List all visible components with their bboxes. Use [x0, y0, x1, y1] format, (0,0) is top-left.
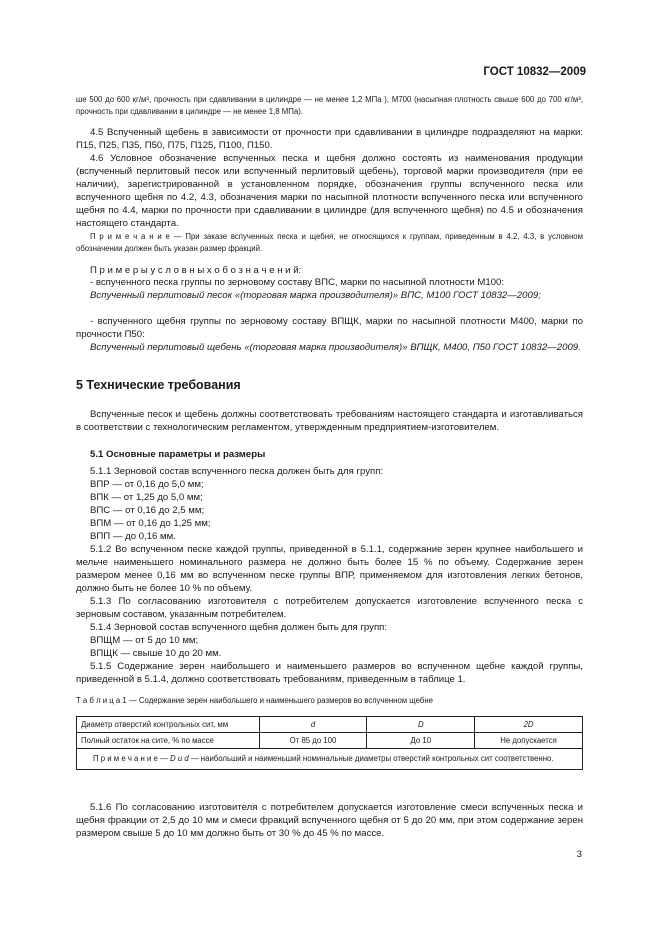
- table-header-cell: D: [367, 717, 475, 733]
- table-1-caption: [76, 695, 583, 707]
- table-header-cell: d: [259, 717, 367, 733]
- paragraph-5-1-6: 5.1.6 По согласованию изготовителя с потребителем допускается изготовление смеси вспученных песка и щебня фракции от 2,5 до 10 мм и смеси фракций вспученного щебня от 5 до 20 мм, при этом содержание зерен размером свыше 5 до 10 мм должно быть от 30 % до 45 % по массе.: [76, 802, 583, 839]
- table-1: [76, 716, 583, 770]
- example-sand-intro: - вспученного песка группы по зерновому составу ВПС, марки по насыпной плотности М100:: [90, 277, 505, 288]
- sand-group-vpk: ВПК — от 1,25 до 5,0 мм;: [90, 492, 203, 503]
- page-number: 3: [576, 849, 582, 860]
- paragraph-5-1-1: 5.1.1 Зерновой состав вспученного песка должен быть для групп:: [90, 466, 384, 477]
- table-note-vars: D и d: [170, 753, 189, 763]
- paragraph-4-5: 4.5 Вспученный щебень в зависимости от прочности при сдавливании в цилиндре подразделяют на марки: П15, П25, П35, П50, П75, П125, П100, П150.: [76, 127, 583, 151]
- sand-group-vps: ВПС — от 0,16 до 2,5 мм;: [90, 505, 205, 516]
- example-sand: Вспученный перлитовый песок «(торговая марка производителя)» ВПС, М100 ГОСТ 10832—2009;: [90, 290, 541, 301]
- note-label: П р и м е ч а н и е: [90, 232, 170, 241]
- examples-heading: П р и м е р ы у с л о в н ы х о б о з н а ч е н и й:: [90, 265, 302, 276]
- gravel-group-vpshchk: ВПЩК — свыше 10 до 20 мм.: [90, 648, 222, 659]
- note-text: — При заказе вспученных песка и щебня, не относящихся к группам, приведенным в 4.2, 4.3, в условном обозначении должен быть указан размер фракций.: [76, 232, 583, 253]
- table-cell: Полный остаток на сите, % по массе: [77, 733, 260, 749]
- sand-group-vpr: ВПР — от 0,16 до 5,0 мм;: [90, 479, 204, 490]
- sand-group-vpm: ВПМ — от 0,16 до 1,25 мм;: [90, 518, 211, 529]
- paragraph-5-1-5: 5.1.5 Содержание зерен наибольшего и наименьшего размеров во вспученном щебне каждой группы, приведенной в 5.1.4, должно соответствовать требованиям, приведенным в таблице 1.: [76, 661, 583, 685]
- table-caption-text: — Содержание зерен наибольшего и наименьшего размеров во вспученном щебне: [126, 696, 433, 705]
- paragraph-5-1-2: 5.1.2 Во вспученном песке каждой группы, приведенной в 5.1.1, содержание зерен крупнее наибольшего и мельче наименьшего номинального размера не должно быть более 15 % по объему. Содержание зерен размером менее 0,16 мм во вспученном песке группы ВПР, применяемом для изготовления легких бетонов, должно быть не более 10 % по объему.: [76, 544, 583, 594]
- example-gravel-intro: - вспученного щебня группы по зерновому составу ВПЩК, марки по насыпной плотности М400, марки по прочности П50:: [76, 316, 583, 340]
- sand-group-vpp: ВПП — до 0,16 мм.: [90, 531, 176, 542]
- table-header-cell: 2D: [475, 717, 583, 733]
- document-id: ГОСТ 10832—2009: [483, 66, 586, 78]
- section-5-intro: Вспученные песок и щебень должны соответствовать требованиям настоящего стандарта и изготавливаться в соответствии с технологическим регламентом, утвержденным предприятием-изготовителем.: [76, 409, 583, 433]
- paragraph-5-1-4: 5.1.4 Зерновой состав вспученного щебня должен быть для групп:: [90, 622, 387, 633]
- table-caption-label: Т а б л и ц а 1: [76, 696, 127, 705]
- table-header-cell: Диаметр отверстий контрольных сит, мм: [77, 717, 260, 733]
- table-note-label: П р и м е ч а н и е: [93, 753, 158, 763]
- gravel-group-vpshchm: ВПЩМ — от 5 до 10 мм;: [90, 635, 199, 646]
- table-cell: Не допускается: [475, 733, 583, 749]
- table-note-row: [77, 749, 583, 770]
- example-gravel: Вспученный перлитовый щебень «(торговая марка производителя)» ВПЩК, М400, П50 ГОСТ 10832—2009.: [90, 342, 581, 353]
- table-cell: От 85 до 100: [259, 733, 367, 749]
- paragraph-marks-continued: ше 500 до 600 кг/м³, прочность при сдавливании в цилиндре — не менее 1,2 МПа ), М700 (насыпная плотность свыше 600 до 700 кг/м³, прочность при сдавливании в цилиндре — не менее 1,8 МПа).: [76, 95, 583, 116]
- section-5-heading: 5 Технические требования: [76, 378, 241, 392]
- subsection-5-1-heading: 5.1 Основные параметры и размеры: [90, 449, 266, 460]
- table-row: [77, 733, 583, 749]
- paragraph-5-1-3: 5.1.3 По согласованию изготовителя с потребителем допускается изготовление вспученного песка с зерновым составом, указанным потребителем.: [76, 596, 583, 620]
- paragraph-4-6: 4.6 Условное обозначение вспученных песка и щебня должно состоять из наименования продукции (вспученный перлитовый песок или вспученный перлитовый щебень), торговой марки производителя (при ее наличии), зарегистрированной в установленном порядке, обозначения группы вспученного песка или вспученного щебня по 4.2, 4.3, обозначения марки по насыпной плотности вспученного песка или вспученного щебня по 4.4, марки по прочности при сдавливании в цилиндре (для вспученного щебня) по 4.5 и обозначения настоящего стандарта.: [76, 153, 583, 229]
- table-note-text: — наибольший и наименьший номинальные диаметры отверстий контрольных сит соответственно.: [188, 753, 554, 763]
- table-note: [77, 749, 583, 770]
- table-cell: До 10: [367, 733, 475, 749]
- table-header-row: [77, 717, 583, 733]
- note-4: [76, 231, 583, 255]
- table-note-dash: —: [157, 753, 171, 763]
